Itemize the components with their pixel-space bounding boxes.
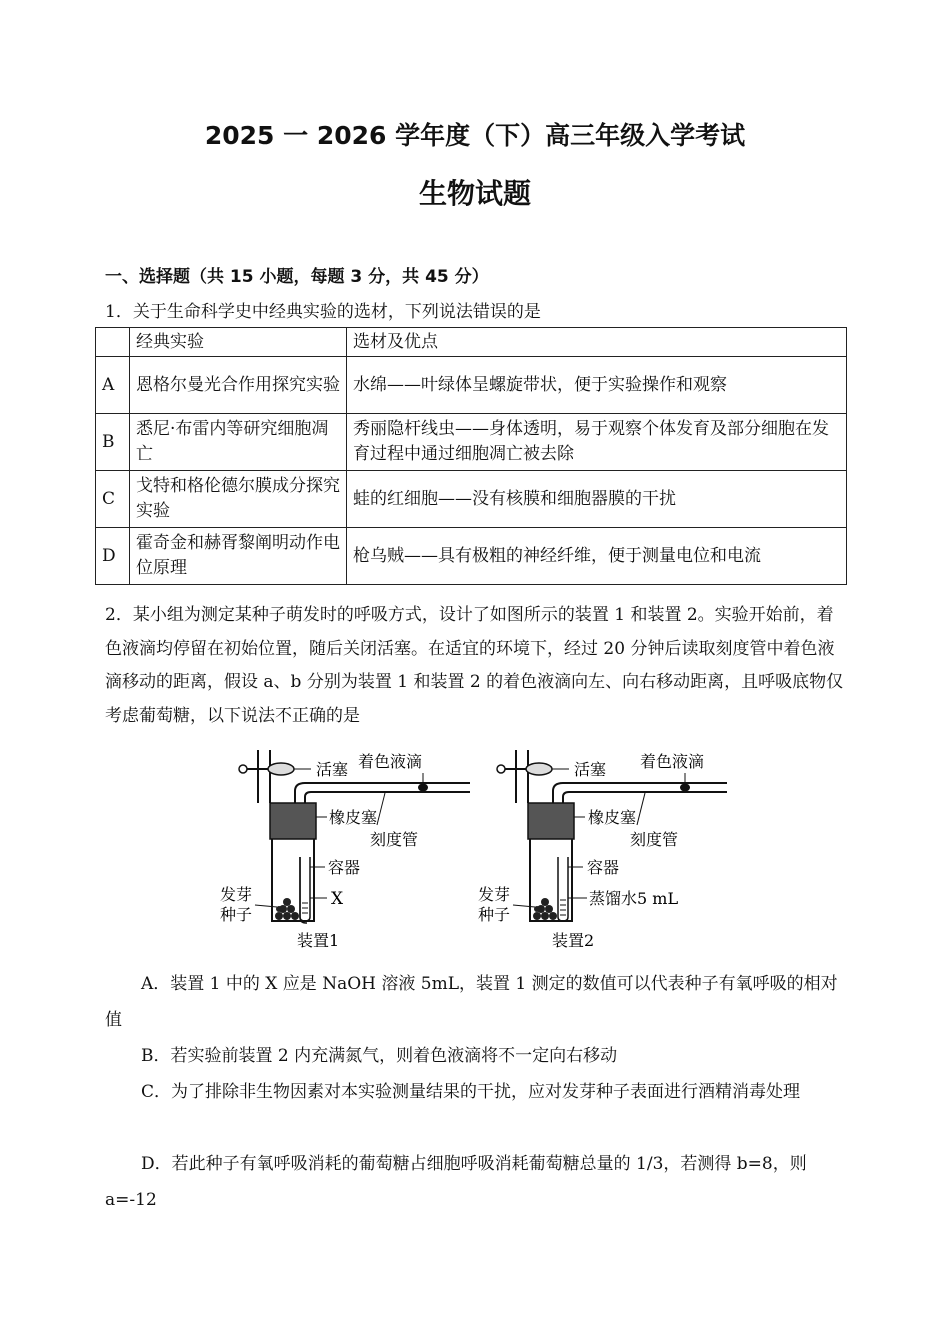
stopper-label: 橡皮塞 xyxy=(588,808,637,827)
caption-device-1: 装置1 xyxy=(297,931,340,950)
row-material: 枪乌贼——具有极粗的神经纤维，便于测量电位和电流 xyxy=(347,528,847,585)
stopper-icon xyxy=(270,803,316,839)
row-material: 秀丽隐杆线虫——身体透明，易于观察个体发育及部分细胞在发育过程中通过细胞凋亡被去除 xyxy=(347,414,847,471)
valve-icon xyxy=(526,763,552,775)
valve-label: 活塞 xyxy=(316,760,349,779)
seeds-icon xyxy=(533,898,557,920)
container-label: 容器 xyxy=(328,858,361,877)
row-letter: B xyxy=(96,414,130,471)
droplet-label: 着色液滴 xyxy=(358,752,423,771)
tube-label: 刻度管 xyxy=(630,830,679,849)
device-1 xyxy=(220,750,470,950)
droplet-icon xyxy=(680,784,690,792)
row-letter: A xyxy=(96,357,130,414)
seeds-icon xyxy=(275,898,299,920)
exam-title: 2025 一 2026 学年度（下）高三年级入学考试 xyxy=(204,121,746,150)
table-row xyxy=(96,528,847,585)
container-icon xyxy=(558,857,568,921)
seeds-label: 发芽种子 xyxy=(220,885,253,924)
table-header-cell: 经典实验 xyxy=(130,328,347,357)
row-material: 水绵——叶绿体呈螺旋带状，便于实验操作和观察 xyxy=(347,357,847,414)
table-row xyxy=(96,357,847,414)
question-2-stem: 2．某小组为测定某种子萌发时的呼吸方式，设计了如图所示的装置 1 和装置 2。实验开始前，着色液滴均停留在初始位置，随后关闭活塞。在适宜的环境下，经过 20 分钟后读取刻度管中着色液滴移动的距离，假设 a、b 分别为装置 1 和装置 2 的着色液滴向左、向右移动距离，且呼吸底物仅考虑葡萄糖，以下说法不正确的是 xyxy=(105,605,844,726)
section-heading: 一、选择题（共 15 小题，每题 3 分，共 45 分） xyxy=(105,267,489,287)
container-icon xyxy=(300,857,310,921)
tube-label: 刻度管 xyxy=(370,830,419,849)
row-letter: C xyxy=(96,471,130,528)
option-b xyxy=(105,1038,847,1074)
table-row xyxy=(96,471,847,528)
stopper-label: 橡皮塞 xyxy=(329,808,378,827)
subject-title: 生物试题 xyxy=(418,177,531,210)
option-a-text: A．装置 1 中的 X 应是 NaOH 溶液 5mL，装置 1 测定的数值可以代表种子有氧呼吸的相对值 xyxy=(105,974,838,1030)
seeds-label: 发芽种子 xyxy=(478,885,511,924)
liquid-label: X xyxy=(331,889,344,909)
apparatus-figure xyxy=(215,745,735,955)
row-experiment: 戈特和格伦德尔膜成分探究实验 xyxy=(130,471,347,528)
option-a xyxy=(105,966,847,1038)
option-b-text: B．若实验前装置 2 内充满氮气，则着色液滴将不一定向右移动 xyxy=(141,1046,618,1066)
liquid-label: 蒸馏水5 mL xyxy=(589,889,679,908)
option-c-text: C．为了排除非生物因素对本实验测量结果的干扰，应对发芽种子表面进行酒精消毒处理 xyxy=(141,1082,801,1102)
droplet-icon xyxy=(418,784,428,792)
table-header-cell xyxy=(96,328,130,357)
row-experiment: 霍奇金和赫胥黎阐明动作电位原理 xyxy=(130,528,347,585)
table-header-row xyxy=(96,328,847,357)
caption-device-2: 装置2 xyxy=(552,931,595,950)
container-label: 容器 xyxy=(587,858,620,877)
experiment-table xyxy=(95,327,847,585)
table-header-cell: 选材及优点 xyxy=(347,328,847,357)
valve-icon xyxy=(268,763,294,775)
row-letter: D xyxy=(96,528,130,585)
stopper-icon xyxy=(528,803,574,839)
row-experiment: 恩格尔曼光合作用探究实验 xyxy=(130,357,347,414)
device-2 xyxy=(478,750,727,950)
option-d-text: D．若此种子有氧呼吸消耗的葡萄糖占细胞呼吸消耗葡萄糖总量的 1/3，若测得 b=8，则 a=-12 xyxy=(105,1154,807,1210)
droplet-label: 着色液滴 xyxy=(640,752,705,771)
table-row xyxy=(96,414,847,471)
question-1-stem: 1．关于生命科学史中经典实验的选材，下列说法错误的是 xyxy=(105,302,541,322)
row-experiment: 悉尼·布雷内等研究细胞凋亡 xyxy=(130,414,347,471)
row-material: 蛙的红细胞——没有核膜和细胞器膜的干扰 xyxy=(347,471,847,528)
option-d xyxy=(105,1146,847,1218)
valve-label: 活塞 xyxy=(574,760,607,779)
option-c xyxy=(105,1074,847,1110)
